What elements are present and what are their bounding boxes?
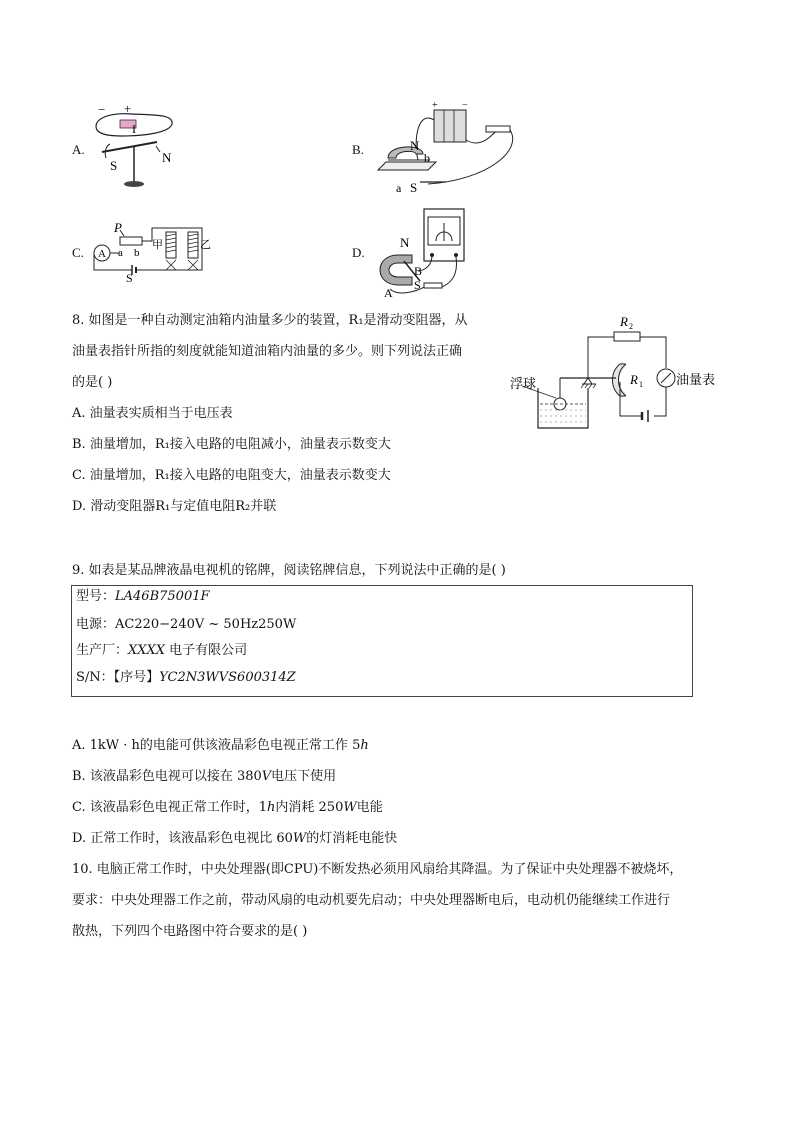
figure-b-motor xyxy=(368,100,528,195)
fig-d-north: N xyxy=(400,235,410,250)
q9-option-d: D. 正常工作时，该液晶彩色电视比 60W的灯消耗电能快 xyxy=(72,831,398,846)
q8-option-c: C. 油量增加，R₁接入电路的电阻变大，油量表示数变大 xyxy=(72,468,391,483)
fig-c-a: a xyxy=(118,247,123,259)
q10-line1: 10. 电脑正常工作时，中央处理器(即CPU)不断发热必须用风扇给其降温。为了保证中央处理器不被烧坏， xyxy=(72,862,683,877)
nameplate-model xyxy=(76,588,210,606)
fig-d-s: S xyxy=(414,278,421,292)
tv-nameplate-table xyxy=(71,585,693,697)
fig-a-plus: + xyxy=(124,101,132,116)
nameplate-sn xyxy=(76,669,296,687)
option-d-label: D. xyxy=(352,245,365,260)
figure-a-oersted xyxy=(92,100,182,192)
fig-b-south: S xyxy=(410,180,418,195)
nameplate-maker xyxy=(76,642,247,660)
sn-value: YC2N3WVS600314Z xyxy=(159,670,296,685)
q10-line2: 要求：中央处理器工作之前，带动风扇的电动机要先启动；中央处理器断电后，电动机仍能继续工作进行 xyxy=(72,893,671,908)
fig-d-b: B xyxy=(414,264,423,278)
power-value: AC220−240V ~ 50Hz250W xyxy=(115,617,297,632)
fig-b-plus: + xyxy=(432,100,438,111)
fig-a-south: S xyxy=(110,158,118,173)
float-ball-label: 浮球 xyxy=(510,376,537,391)
r1-label: R xyxy=(630,372,638,387)
q8-option-b: B. 油量增加，R₁接入电路的电阻减小，油量表示数变大 xyxy=(72,437,391,452)
q9-stem: 9. 如表是某品牌液晶电视机的铭牌，阅读铭牌信息，下列说法中正确的是( ) xyxy=(72,563,506,578)
fig-b-b: b xyxy=(424,151,430,165)
maker-rest: 电子有限公司 xyxy=(165,643,248,658)
fig-a-current: I xyxy=(132,122,136,136)
q8-oil-gauge-diagram xyxy=(508,312,758,430)
fig-c-p: P xyxy=(114,220,122,235)
q8-option-d: D. 滑动变阻器R₁与定值电阻R₂并联 xyxy=(72,499,277,514)
q8-stem-line2: 油量表指针所指的刻度就能知道油箱内油量的多少。则下列说法正确 xyxy=(72,344,463,359)
r2-subscript: 2 xyxy=(629,322,633,331)
oil-meter-label: 油量表 xyxy=(676,372,716,387)
fig-c-b: b xyxy=(134,247,140,259)
fig-b-north: N xyxy=(410,138,420,153)
maker-italic: XXXX xyxy=(128,643,166,658)
power-label: 电源： xyxy=(76,617,116,632)
q8-stem-line3: 的是( ) xyxy=(72,375,113,390)
nameplate-power xyxy=(76,616,296,634)
figure-d-generator xyxy=(368,205,478,300)
sn-label: S/N：【序号】 xyxy=(76,670,160,685)
r1-subscript: 1 xyxy=(639,380,643,389)
r2-label: R xyxy=(620,314,628,329)
model-label: 型号： xyxy=(76,589,116,604)
figure-c-electromagnet xyxy=(92,220,217,285)
q9-option-b: B. 该液晶彩色电视可以接在 380V电压下使用 xyxy=(72,769,337,784)
option-a-label: A. xyxy=(72,142,85,157)
fig-d-a: A xyxy=(384,286,393,300)
fig-a-minus: − xyxy=(98,102,106,117)
fig-b-a: a xyxy=(396,181,402,195)
q8-stem-line1: 8. 如图是一种自动测定油箱内油量多少的装置，R₁是滑动变阻器，从 xyxy=(72,313,468,328)
option-c-label: C. xyxy=(72,245,84,260)
fig-c-yi: 乙 xyxy=(200,239,211,251)
option-b-label: B. xyxy=(352,142,364,157)
q9-option-c: C. 该液晶彩色电视正常工作时，1h内消耗 250W电能 xyxy=(72,800,383,815)
fig-b-minus: − xyxy=(462,100,468,111)
q8-option-a: A. 油量表实质相当于电压表 xyxy=(72,406,233,421)
q10-line3: 散热，下列四个电路图中符合要求的是( ) xyxy=(72,924,308,939)
maker-label: 生产厂： xyxy=(76,643,129,658)
fig-c-jia: 甲 xyxy=(152,239,163,251)
model-value: LA46B75001F xyxy=(115,589,210,604)
fig-c-s: S xyxy=(126,271,133,285)
fig-a-north: N xyxy=(162,150,172,165)
q9-option-a: A. 1kW · h的电能可供该液晶彩色电视正常工作 5h xyxy=(72,738,369,753)
fig-c-ammeter: A xyxy=(98,248,106,260)
